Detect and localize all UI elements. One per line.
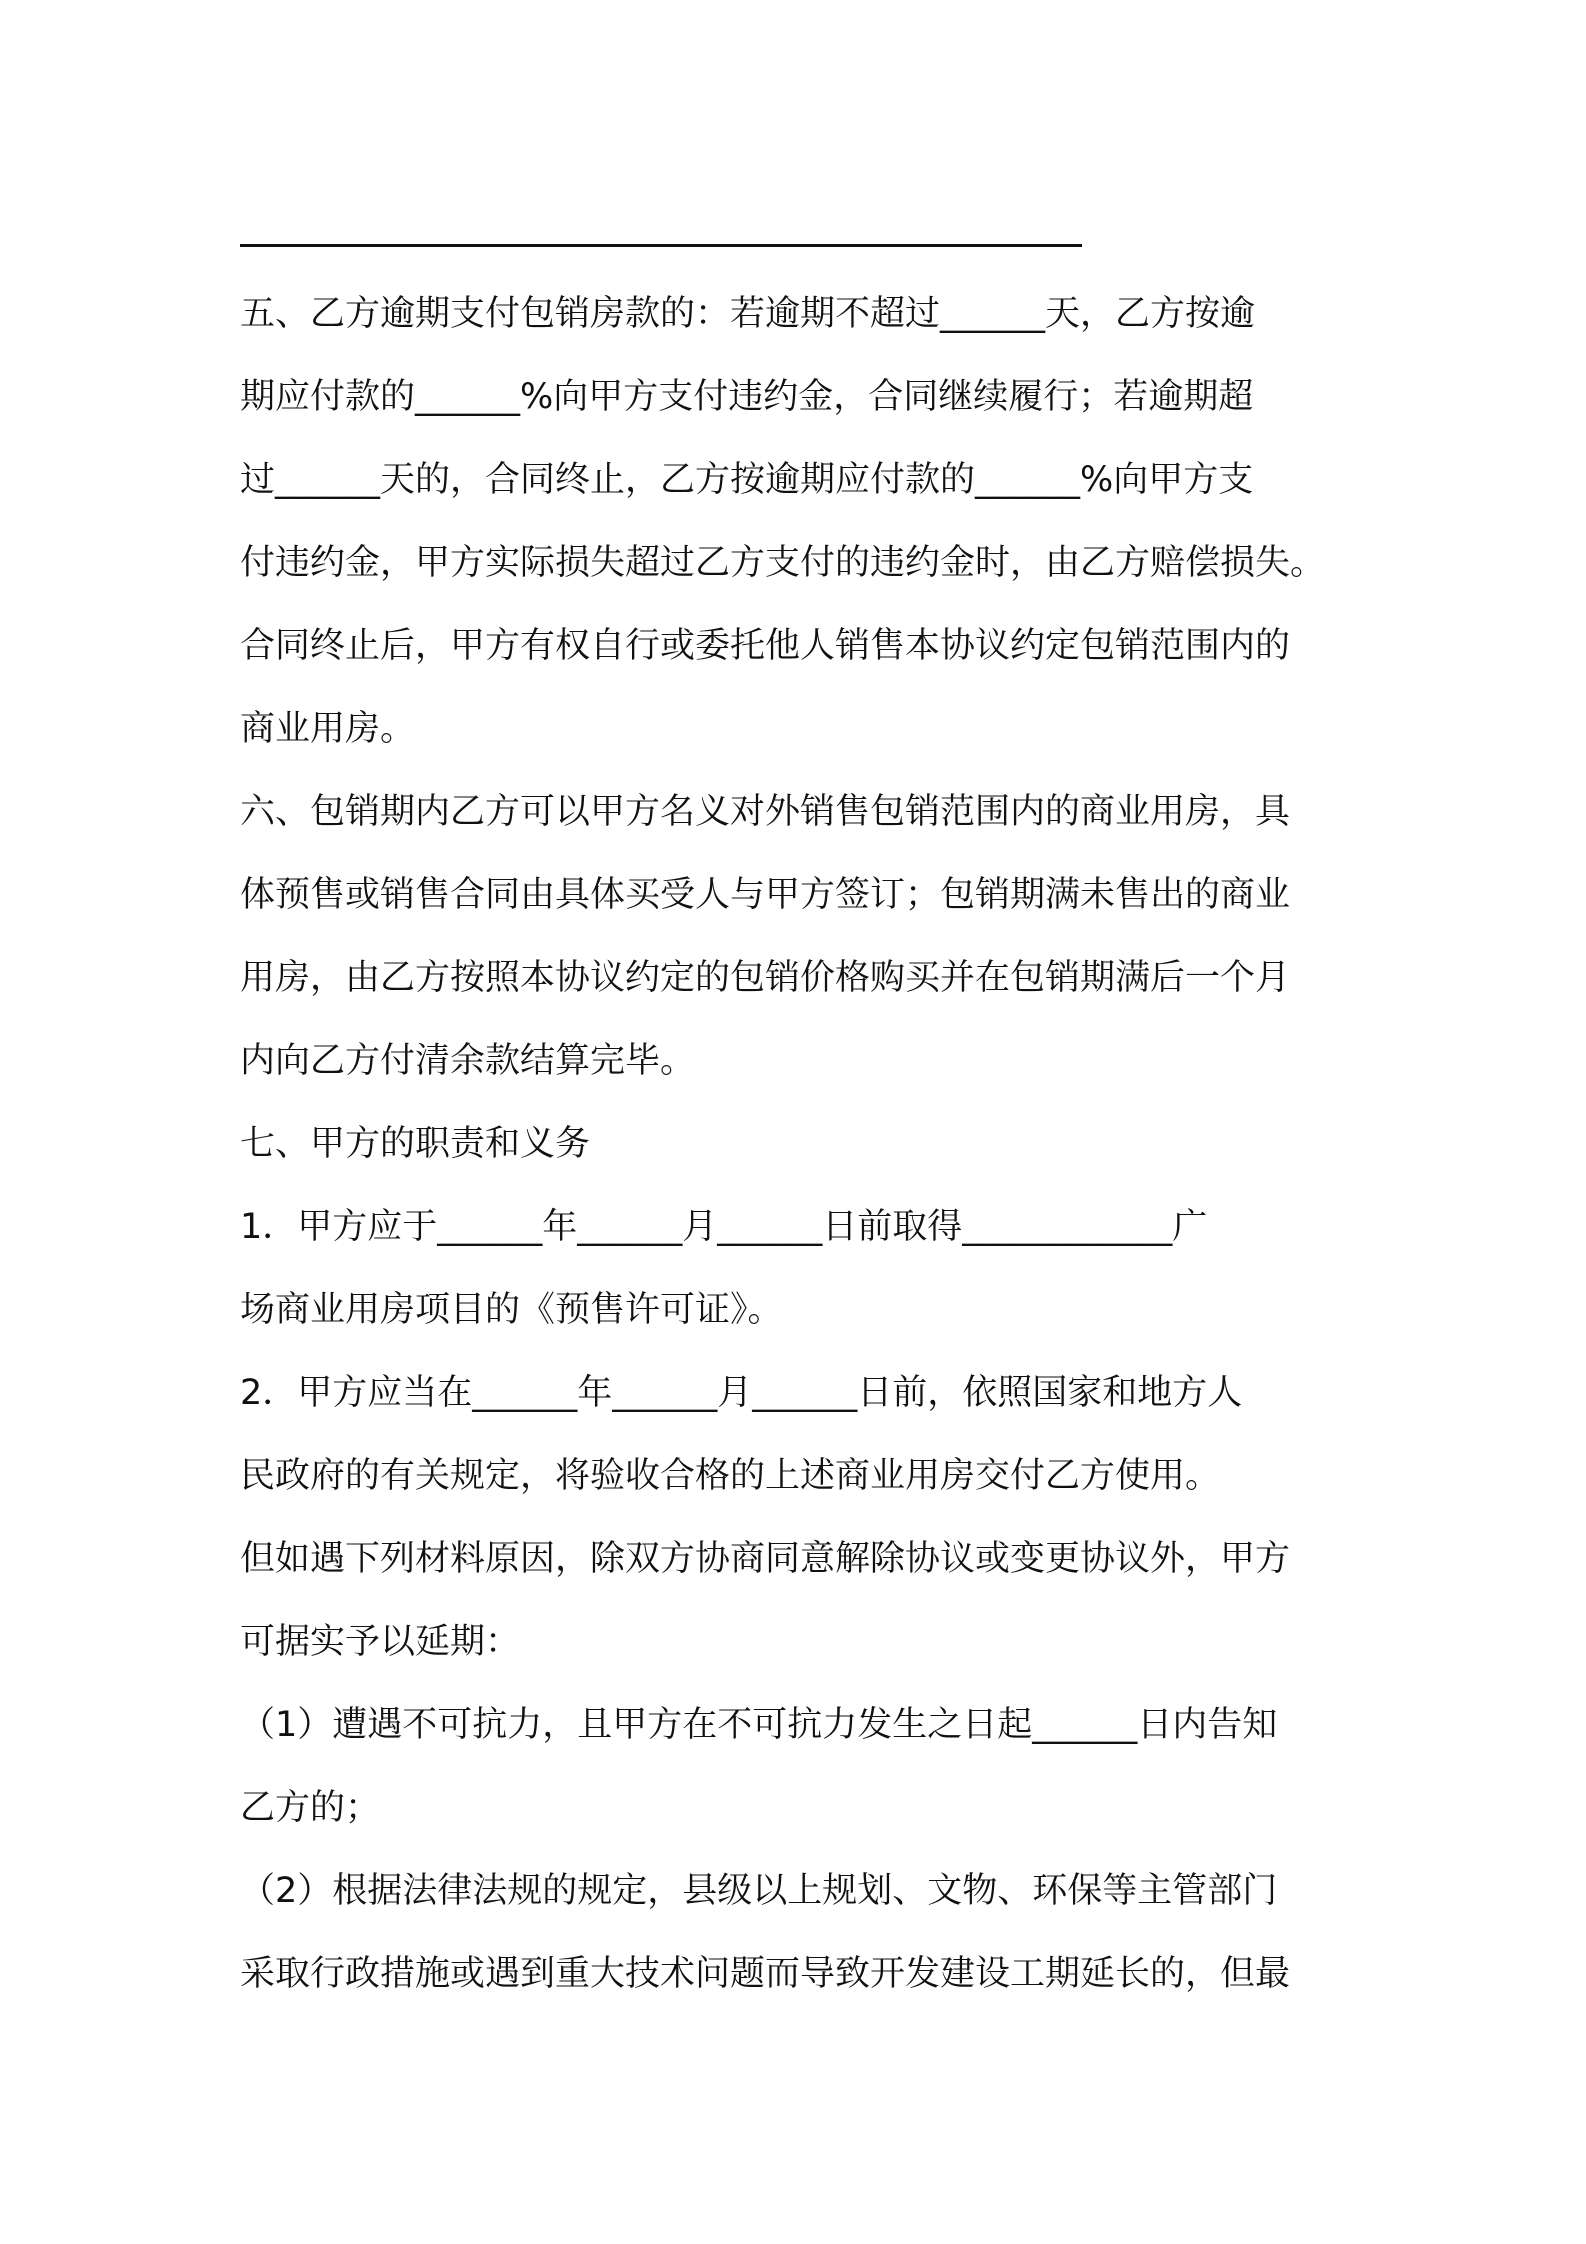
section-heading-7: 七、甲方的职责和义务 xyxy=(240,1124,591,1164)
paragraph-line-6: 商业用房。 xyxy=(240,709,416,749)
paragraph-line-15: 民政府的有关规定，将验收合格的上述商业用房交付乙方使用。 xyxy=(240,1456,1221,1496)
paragraph-line-9: 用房，由乙方按照本协议约定的包销价格购买并在包销期满后一个月 xyxy=(240,958,1291,998)
paragraph-line-2: 期应付款的______%向甲方支付违约金，合同继续履行；若逾期超 xyxy=(240,377,1254,417)
paragraph-line-18: （1）遭遇不可抗力，且甲方在不可抗力发生之日起______日内告知 xyxy=(240,1705,1278,1745)
paragraph-line-1: 五、乙方逾期支付包销房款的：若逾期不超过______天，乙方按逾 xyxy=(240,294,1256,334)
paragraph-line-5: 合同终止后，甲方有权自行或委托他人销售本协议约定包销范围内的 xyxy=(240,626,1291,666)
paragraph-line-19: 乙方的； xyxy=(240,1788,381,1828)
paragraph-line-3: 过______天的，合同终止，乙方按逾期应付款的______%向甲方支 xyxy=(240,460,1254,500)
paragraph-line-8: 体预售或销售合同由具体买受人与甲方签订；包销期满未售出的商业 xyxy=(240,875,1291,915)
paragraph-line-12: 1．甲方应于______年______月______日前取得____________广 xyxy=(240,1207,1208,1247)
paragraph-line-21: 采取行政措施或遇到重大技术问题而导致开发建设工期延长的，但最 xyxy=(240,1954,1291,1994)
paragraph-line-14: 2．甲方应当在______年______月______日前，依照国家和地方人 xyxy=(240,1373,1243,1413)
paragraph-line-7: 六、包销期内乙方可以甲方名义对外销售包销范围内的商业用房，具 xyxy=(240,792,1291,832)
paragraph-line-10: 内向乙方付清余款结算完毕。 xyxy=(240,1041,696,1081)
top-divider xyxy=(240,244,1082,247)
paragraph-line-17: 可据实予以延期： xyxy=(240,1622,521,1662)
paragraph-line-13: 场商业用房项目的《预售许可证》。 xyxy=(240,1290,783,1330)
paragraph-line-16: 但如遇下列材料原因，除双方协商同意解除协议或变更协议外，甲方 xyxy=(240,1539,1291,1579)
paragraph-line-4: 付违约金，甲方实际损失超过乙方支付的违约金时，由乙方赔偿损失。 xyxy=(240,543,1326,583)
paragraph-line-20: （2）根据法律法规的规定，县级以上规划、文物、环保等主管部门 xyxy=(240,1871,1278,1911)
